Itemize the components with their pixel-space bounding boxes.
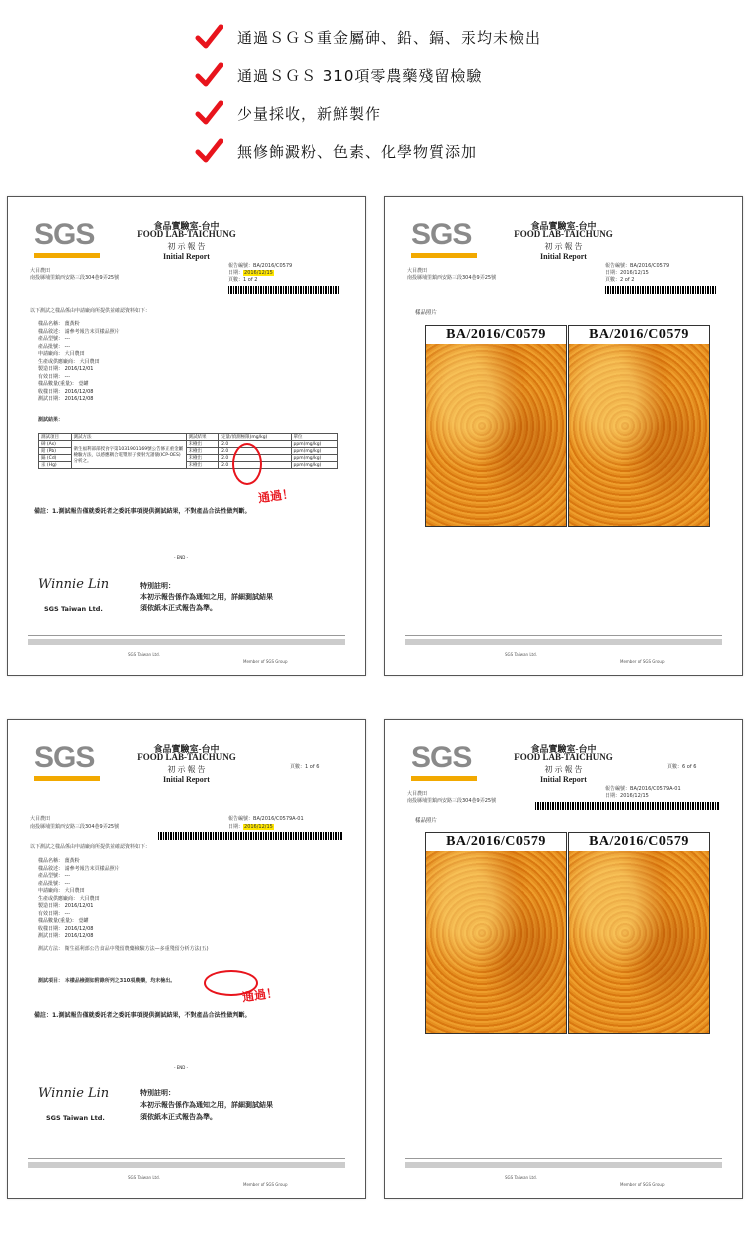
- report-kind-cn: 初 示 報 告: [167, 242, 206, 251]
- report-date: 日期：2016/12/15: [228, 824, 273, 830]
- field-row: 樣品敘述： 請參考報告末頁樣品照片: [38, 865, 120, 872]
- report-card-photo-2: [384, 719, 743, 1199]
- check-text: 少量採收，新鮮製作: [237, 104, 382, 123]
- report-page: 頁數：2 of 2: [605, 277, 635, 283]
- photo-label: BA/2016/C0579: [426, 833, 566, 851]
- red-circle-mark: [232, 443, 262, 485]
- field-row: 樣品數量(重量)： 壹罐: [38, 381, 89, 387]
- photo-label: BA/2016/C0579: [569, 326, 709, 344]
- report-kind-en: Initial Report: [540, 252, 587, 261]
- check-item: [195, 56, 715, 94]
- report-card-pesticide: [7, 719, 366, 1199]
- method-row: 測試方法： 衛生福利部公告食品中殘留農藥檢驗方法—多重殘留分析方法(五): [38, 946, 209, 952]
- footer-member: Member of SGS Group: [620, 659, 665, 664]
- declaration-line-2: 須依紙本正式報告為準。: [140, 604, 217, 612]
- results-title: 測試結果：: [38, 417, 64, 423]
- field-row: 樣品名稱： 薑黃粉: [38, 858, 80, 864]
- footer-member: Member of SGS Group: [243, 659, 288, 664]
- signature: Winnie Lin: [38, 577, 110, 592]
- report-date: 日期：2016/12/15: [605, 270, 649, 276]
- field-row: 樣品數量(重量)： 壹罐: [38, 918, 89, 924]
- report-date: 日期：2016/12/15: [605, 793, 649, 799]
- sample-fields: [38, 321, 120, 404]
- photo-section-title: 樣品照片: [415, 310, 438, 316]
- footer-company: SGS Taiwan Ltd.: [505, 1175, 537, 1180]
- table-row: 鉛 (Pb) 未檢出 2.0 ppm(mg/kg): [39, 448, 338, 455]
- disclaimer-note: 備註：1.測試報告僅就委託者之委託事項提供測試結果，不對產品合法性做判斷。: [34, 508, 251, 515]
- footer-company: SGS Taiwan Ltd.: [505, 652, 537, 657]
- field-row: 有效日期： ---: [38, 910, 71, 917]
- footer-fineprint: [405, 1162, 722, 1168]
- field-row: 生產或供應廠商： 大目農田: [38, 358, 100, 365]
- client-name: 大目農田: [407, 268, 428, 274]
- intro-text: 以下測試之樣品係由申請廠商所提供並確認資料如下：: [30, 308, 151, 314]
- check-item: [195, 94, 715, 132]
- report-kind-cn: 初 示 報 告: [544, 765, 583, 774]
- barcode: [605, 286, 717, 294]
- table-row: 砷 (As) 衛生福利部部授食字第1031901169號公告修正重金屬檢驗方法，以感應耦合電漿原子發射光譜儀(ICP-OES)分析之。 未檢出 2.0 ppm(mg/kg): [39, 441, 338, 448]
- turmeric-photo: [425, 325, 567, 527]
- lab-name-en: FOOD LAB-TAICHUNG: [514, 229, 613, 239]
- declaration-title: 特別註明：: [140, 1089, 175, 1097]
- table-row: 鎘 (Cd) 未檢出 2.0 ppm(mg/kg): [39, 455, 338, 462]
- report-page: 頁數：6 of 6: [667, 764, 697, 770]
- footer-fineprint: [405, 639, 722, 645]
- lab-name-cn: 食品實驗室-台中: [153, 744, 220, 754]
- turmeric-photo: [568, 325, 710, 527]
- signature-company: SGS Taiwan Ltd.: [46, 1114, 105, 1122]
- report-kind-en: Initial Report: [163, 775, 210, 784]
- checkmark-icon: [195, 137, 223, 165]
- report-number: 報告編號：BA/2016/C0579: [605, 263, 670, 269]
- lab-name-en: FOOD LAB-TAICHUNG: [137, 229, 236, 239]
- lab-name-en: FOOD LAB-TAICHUNG: [137, 752, 236, 762]
- field-row: 產品型號： ---: [38, 336, 71, 342]
- check-item: [195, 18, 715, 56]
- lab-name-cn: 食品實驗室-台中: [530, 221, 597, 231]
- barcode: [535, 802, 720, 810]
- table-row: 汞 (Hg) 未檢出 2.0 ppm(mg/kg): [39, 462, 338, 469]
- field-row: 產品批號： ---: [38, 343, 71, 350]
- client-address: 南投縣埔里鎮西安路三段304巷9弄25號: [407, 275, 497, 281]
- intro-text: 以下測試之樣品係由申請廠商所提供並確認資料如下：: [30, 844, 151, 850]
- check-text: 無修飾澱粉、色素、化學物質添加: [237, 142, 478, 161]
- report-number: 報告編號：BA/2016/C0579: [228, 263, 293, 269]
- report-page: 頁數：1 of 2: [228, 277, 258, 283]
- report-kind-cn: 初 示 報 告: [167, 765, 206, 774]
- results-table: [38, 433, 338, 469]
- report-card-photo-1: [384, 196, 743, 676]
- report-kind-cn: 初 示 報 告: [544, 242, 583, 251]
- footer-divider: [28, 635, 345, 636]
- declaration-line-2: 須依紙本正式報告為準。: [140, 1113, 217, 1121]
- client-name: 大目農田: [30, 268, 51, 274]
- sgs-logo: SGS: [34, 741, 95, 774]
- client-address: 南投縣埔里鎮西安路三段304巷9弄25號: [30, 275, 120, 281]
- field-row: 有效日期： ---: [38, 373, 71, 380]
- lab-name-cn: 食品實驗室-台中: [530, 744, 597, 754]
- field-row: 樣品敘述： 請參考報告末頁樣品照片: [38, 328, 120, 335]
- sgs-logo: SGS: [34, 218, 95, 251]
- footer-divider: [405, 1158, 722, 1159]
- checkmark-icon: [195, 61, 223, 89]
- checkmark-icon: [195, 99, 223, 127]
- report-kind-en: Initial Report: [540, 775, 587, 784]
- report-number: 報告編號：BA/2016/C0579A-01: [605, 786, 681, 792]
- field-row: 測試日期： 2016/12/08: [38, 933, 94, 939]
- field-row: 申請廠商： 大目農田: [38, 888, 85, 894]
- check-text: 通過ＳＧＳ 310項零農藥殘留檢驗: [237, 66, 483, 85]
- footer-divider: [405, 635, 722, 636]
- footer-company: SGS Taiwan Ltd.: [128, 1175, 160, 1180]
- field-row: 生產或供應廠商： 大目農田: [38, 895, 100, 902]
- lab-name-en: FOOD LAB-TAICHUNG: [514, 752, 613, 762]
- report-date: 日期：2016/12/15: [228, 270, 273, 276]
- footer-company: SGS Taiwan Ltd.: [128, 652, 160, 657]
- checkmark-icon: [195, 23, 223, 51]
- declaration-line-1: 本初示報告係作為通知之用，詳細測試結果: [140, 1101, 273, 1109]
- sgs-logo: SGS: [411, 218, 472, 251]
- barcode: [228, 286, 340, 294]
- check-text: 通過ＳＧＳ重金屬砷、鉛、鎘、汞均未檢出: [237, 28, 542, 47]
- footer-fineprint: [28, 1162, 345, 1168]
- passed-stamp: 通過！: [257, 486, 295, 506]
- turmeric-photo: [425, 832, 567, 1034]
- field-row: 產品型號： ---: [38, 873, 71, 879]
- report-number: 報告編號：BA/2016/C0579A-01: [228, 816, 304, 822]
- field-row: 製造日期： 2016/12/01: [38, 903, 94, 909]
- report-kind-en: Initial Report: [163, 252, 210, 261]
- signature-company: SGS Taiwan Ltd.: [44, 605, 103, 613]
- report-card-heavy-metal: [7, 196, 366, 676]
- end-marker: - END -: [174, 555, 189, 560]
- photo-section-title: 樣品照片: [415, 818, 438, 824]
- footer-divider: [28, 1158, 345, 1159]
- signature: Winnie Lin: [38, 1086, 110, 1101]
- footer-fineprint: [28, 639, 345, 645]
- photo-label: BA/2016/C0579: [569, 833, 709, 851]
- footer-member: Member of SGS Group: [620, 1182, 665, 1187]
- test-item-row: 測試項目： 本樣品檢測如附錄所列之310項農藥，均未檢出。: [38, 978, 176, 984]
- field-row: 收樣日期： 2016/12/08: [38, 388, 94, 395]
- declaration-line-1: 本初示報告係作為通知之用，詳細測試結果: [140, 593, 273, 601]
- client-name: 大目農田: [30, 816, 51, 822]
- client-address: 南投縣埔里鎮西安路三段304巷9弄25號: [407, 798, 497, 804]
- field-row: 樣品名稱： 薑黃粉: [38, 321, 80, 327]
- sgs-logo: SGS: [411, 741, 472, 774]
- disclaimer-note: 備註：1.測試報告僅就委託者之委託事項提供測試結果，不對產品合法性做判斷。: [34, 1012, 251, 1019]
- client-name: 大目農田: [407, 791, 428, 797]
- field-row: 收樣日期： 2016/12/08: [38, 925, 94, 932]
- field-row: 測試日期： 2016/12/08: [38, 396, 94, 402]
- lab-name-cn: 食品實驗室-台中: [153, 221, 220, 231]
- field-row: 製造日期： 2016/12/01: [38, 366, 94, 372]
- passed-stamp: 通過！: [241, 985, 279, 1005]
- footer-member: Member of SGS Group: [243, 1182, 288, 1187]
- photo-label: BA/2016/C0579: [426, 326, 566, 344]
- barcode: [158, 832, 343, 840]
- table-header-row: 測試項目 測試方法 測試結果 定量/偵測極限(mg/kg) 單位: [39, 434, 338, 441]
- end-marker: - END -: [174, 1065, 189, 1070]
- client-address: 南投縣埔里鎮西安路三段304巷9弄25號: [30, 824, 120, 830]
- turmeric-photo: [568, 832, 710, 1034]
- report-page: 頁數：1 of 6: [290, 764, 320, 770]
- sample-fields: [38, 858, 120, 941]
- field-row: 申請廠商： 大目農田: [38, 351, 85, 357]
- declaration-title: 特別註明：: [140, 582, 175, 590]
- field-row: 產品批號： ---: [38, 880, 71, 887]
- check-item: [195, 132, 715, 170]
- feature-checklist: [195, 18, 715, 170]
